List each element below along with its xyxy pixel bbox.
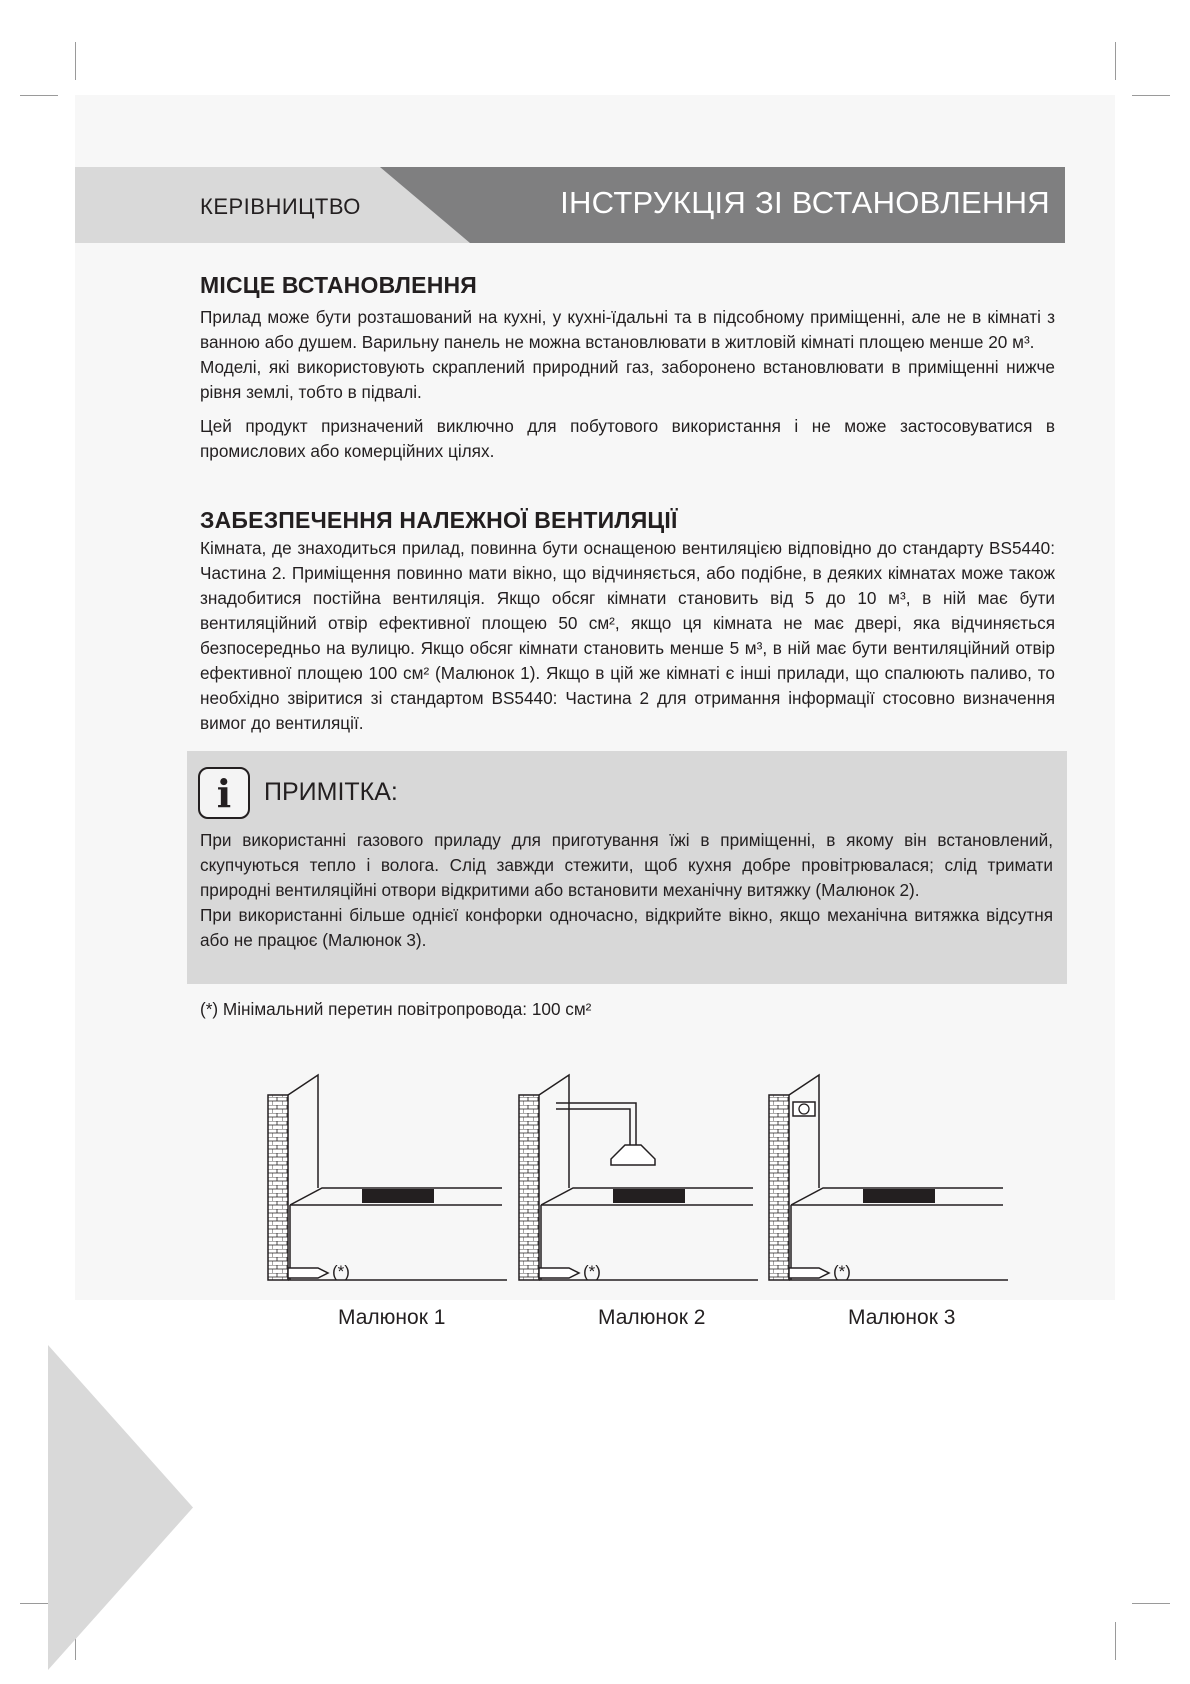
vent-mark: (*)	[583, 1262, 601, 1281]
crop-mark	[1115, 42, 1116, 80]
header-section-title: ІНСТРУКЦІЯ ЗІ ВСТАНОВЛЕННЯ	[560, 185, 1050, 220]
section-title: МІСЦЕ ВСТАНОВЛЕННЯ	[200, 272, 478, 298]
paragraph: Кімната, де знаходиться прилад, повинна бути оснащеною вентиляцією відповідно до стандарту BS5440: Частина 2. Приміщення повинно мати вікно, що відчиняється, або подібне, в деяких кімнатах може також знадобитися постійна вентиляція. Якщо обсяг кімнати становить від 5 до 10 м³, в ній має бути вентиляційний отвір ефективної площею 50 см², якщо ця кімната не має двері, яка відчиняється безпосередньо на вулицю. Якщо обсяг кімнати становить менше 5 м³, в ній має бути вентиляційний отвір ефективної площею 100 см² (Малюнок 1). Якщо в цій же кімнаті є інші прилади, що спалюють паливо, то необхідно звіритися зі стандартом BS5440: Частина 2 для отримання інформації стосовно визначення вимог до вентиляції.	[200, 538, 1055, 733]
figure-3-illustration	[763, 1065, 1013, 1295]
figure-1-caption: Малюнок 1	[338, 1306, 446, 1329]
figure-2-illustration	[513, 1065, 763, 1295]
section-installation-place	[200, 272, 1055, 464]
crop-mark	[75, 42, 76, 80]
hob-burners	[863, 1189, 935, 1203]
crop-mark	[1132, 95, 1170, 96]
brick-wall	[519, 1095, 539, 1280]
header-manual-label: КЕРІВНИЦТВО	[200, 194, 361, 219]
wall	[789, 1075, 819, 1188]
paragraph: При використанні більше однієї конфорки одночасно, відкрийте вікно, якщо механічна витяжка відсутня або не працює (Малюнок 3).	[200, 905, 1053, 950]
vent-arrow-icon	[789, 1268, 829, 1278]
hob-burners	[613, 1189, 685, 1203]
vent-mark: (*)	[833, 1262, 851, 1281]
crop-mark	[1132, 1603, 1170, 1604]
info-icon: i	[198, 767, 250, 819]
crop-mark	[1115, 1622, 1116, 1660]
wall	[288, 1075, 318, 1188]
footnote: (*) Мінімальний перетин повітропровода: 100 см²	[200, 999, 592, 1019]
vent-arrow-icon	[288, 1268, 328, 1278]
brick-wall	[769, 1095, 789, 1280]
section-title: ЗАБЕЗПЕЧЕННЯ НАЛЕЖНОЇ ВЕНТИЛЯЦІЇ	[200, 507, 678, 533]
figure-1-illustration	[262, 1065, 512, 1295]
note-text	[200, 828, 1053, 953]
paragraph: Цей продукт призначений виключно для побутового використання і не може застосовуватися в промислових або комерційних цілях.	[200, 416, 1055, 461]
paragraph: Моделі, які використовують скраплений природний газ, заборонено встановлювати в приміщенні нижче рівня землі, тобто в підвалі.	[200, 357, 1055, 402]
brick-wall	[268, 1095, 288, 1280]
paragraph	[200, 305, 1055, 355]
page-corner-decoration	[48, 1345, 193, 1670]
crop-mark	[20, 95, 58, 96]
section-ventilation	[200, 507, 1055, 736]
vent-arrow-icon	[539, 1268, 579, 1278]
vent-mark: (*)	[332, 1262, 350, 1281]
figure-2-caption: Малюнок 2	[598, 1306, 706, 1329]
figure-3-caption: Малюнок 3	[848, 1306, 956, 1329]
extractor-fan-icon	[793, 1102, 815, 1116]
paragraph: При використанні газового приладу для приготування їжі в приміщенні, в якому він встановлений, скупчуються тепло і волога. Слід завжди стежити, щоб кухня добре провітрювалася; слід тримати природні вентиляційні отвори відкритими або встановити механічну витяжку (Малюнок 2).	[200, 830, 1053, 900]
note-title: ПРИМІТКА:	[264, 778, 398, 806]
wall	[539, 1075, 569, 1188]
paragraph-text: Прилад може бути розташований на кухні, у кухні-їдальні та в підсобному приміщенні, але не в кімнаті з ванною або душем. Варильну панель не можна встановлювати в житловій кімнаті площею менше 20 м³.	[200, 307, 1055, 352]
hob-burners	[362, 1189, 434, 1203]
range-hood-icon	[611, 1145, 655, 1165]
